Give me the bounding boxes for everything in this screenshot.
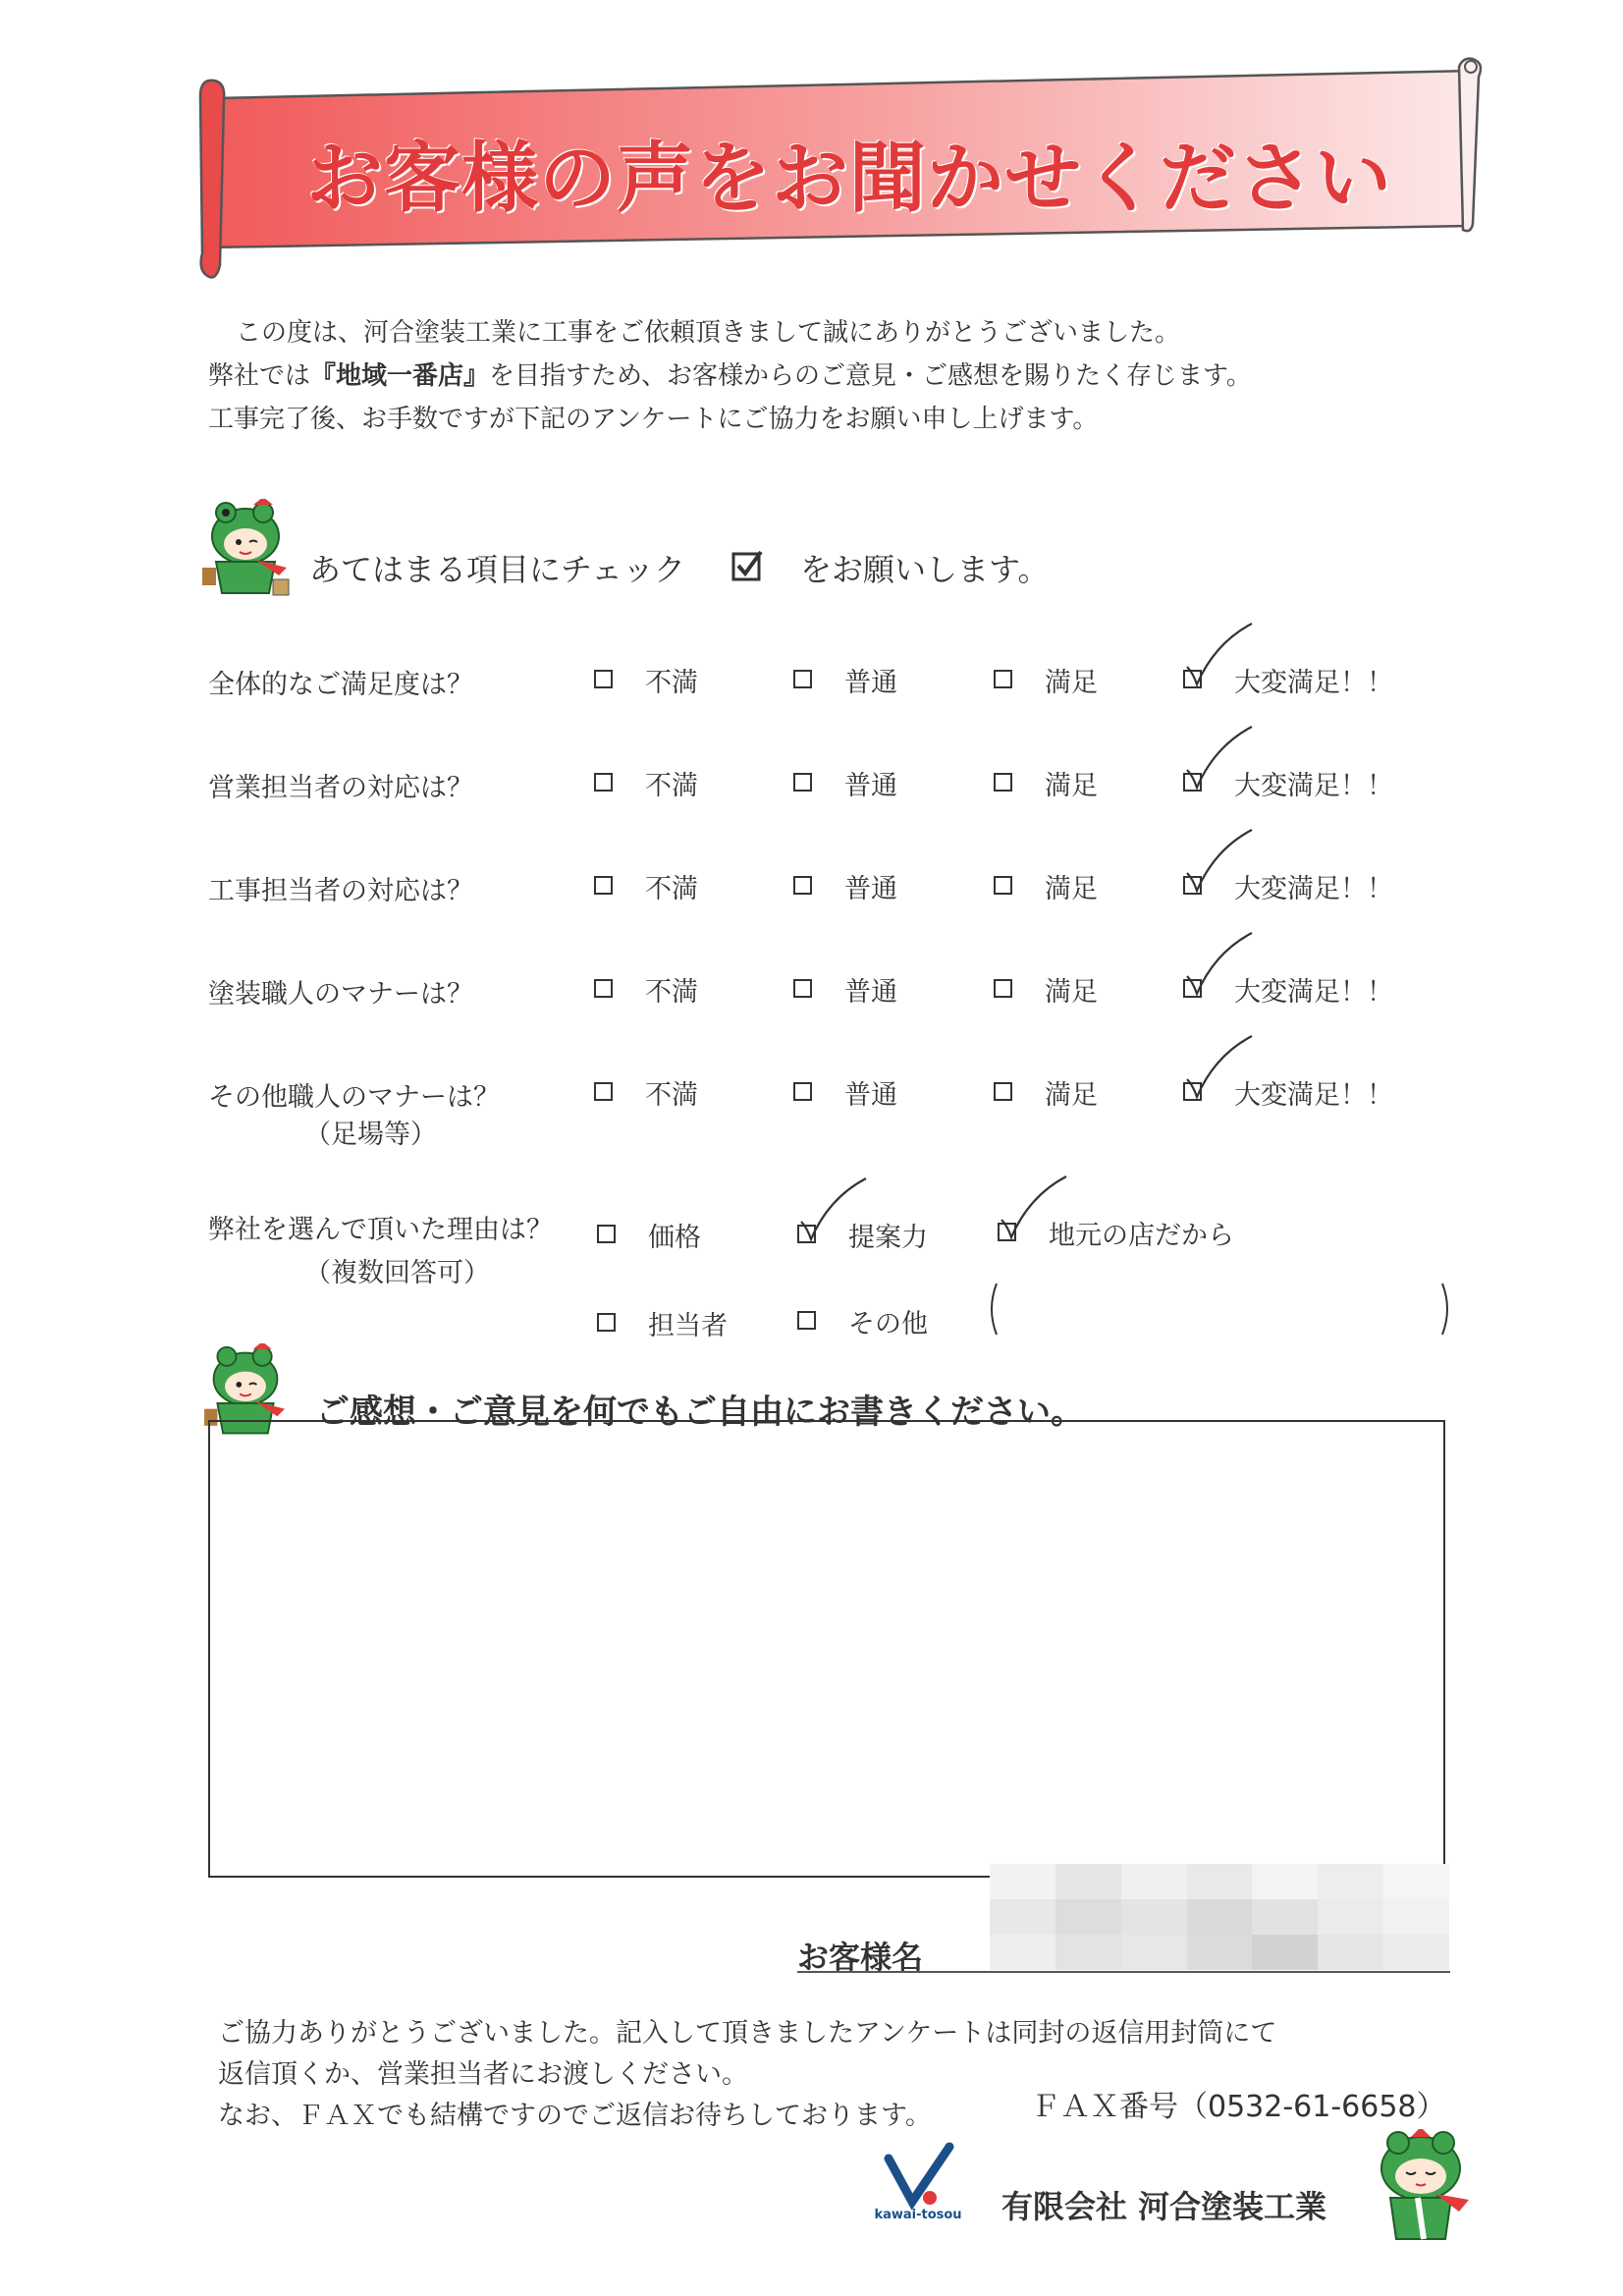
intro-line-3: 工事完了後、お手数ですが下記のアンケートにご協力をお願い申し上げます。 xyxy=(208,405,1099,434)
option-checkbox[interactable] xyxy=(793,773,812,792)
reason-label: 価格 xyxy=(648,1223,701,1253)
other-reason-field[interactable] xyxy=(985,1282,1456,1337)
option-label: 大変満足！！ xyxy=(1234,977,1393,1008)
reason-checkbox[interactable] xyxy=(597,1225,616,1243)
option-label: 不満 xyxy=(645,771,698,801)
option-label: 不満 xyxy=(645,977,698,1008)
option-checkbox[interactable] xyxy=(594,1082,613,1101)
reason-question: 弊社を選んで頂いた理由は？ xyxy=(208,1215,553,1245)
option-label: 大変満足！！ xyxy=(1234,668,1393,698)
reason-label: 担当者 xyxy=(648,1311,728,1341)
reason-subtext: （複数回答可） xyxy=(304,1258,490,1288)
option-checkbox[interactable] xyxy=(994,979,1012,998)
intro-line-2 xyxy=(208,355,1252,392)
handwritten-check-icon xyxy=(1000,1175,1068,1243)
option-label: 大変満足！！ xyxy=(1234,874,1393,904)
handwritten-check-icon xyxy=(1185,828,1254,897)
option-label: 満足 xyxy=(1045,771,1098,801)
option-label: 普通 xyxy=(844,874,897,904)
question-label: 営業担当者の対応は？ xyxy=(208,773,473,803)
closing-line-3: なお、ＦＡＸでも結構ですのでご返信お待ちしております。 xyxy=(218,2101,932,2131)
customer-name-label: お客様名 xyxy=(797,1939,924,1976)
question-label: その他職人のマナーは？ xyxy=(208,1082,500,1113)
option-checkbox[interactable] xyxy=(994,1082,1012,1101)
closing-line-2: 返信頂くか、営業担当者にお渡しください。 xyxy=(218,2059,748,2090)
reason-label: 地元の店だから xyxy=(1049,1221,1234,1251)
option-label: 不満 xyxy=(645,1080,698,1111)
instruction-text-after: をお願いします。 xyxy=(800,551,1050,588)
option-checkbox[interactable] xyxy=(793,670,812,688)
reason-checkbox[interactable] xyxy=(597,1313,616,1332)
option-label: 不満 xyxy=(645,874,698,904)
comments-textarea[interactable] xyxy=(208,1420,1445,1878)
option-checkbox[interactable] xyxy=(793,979,812,998)
question-label: 塗装職人のマナーは？ xyxy=(208,979,473,1010)
reason-label: その他 xyxy=(848,1309,928,1339)
customer-name-underline xyxy=(797,1971,1450,1973)
handwritten-check-icon xyxy=(1185,1034,1254,1103)
option-label: 満足 xyxy=(1045,874,1098,904)
handwritten-check-icon xyxy=(1185,622,1254,690)
fax-number: ＦＡＸ番号（0532-61-6658） xyxy=(1031,2090,1446,2124)
title-banner xyxy=(196,57,1483,283)
intro-line-1: この度は、河合塗装工業に工事をご依頼頂きまして誠にありがとうございました。 xyxy=(236,318,1181,348)
intro-line-2-post: を目指すため、お客様からのご意見・ご感想を賜りたく存じます。 xyxy=(489,361,1252,391)
frog-mascot-icon xyxy=(196,499,295,602)
intro-line-2-pre: 弊社では xyxy=(208,361,311,391)
company-logo-text: kawai-tosou xyxy=(874,2208,962,2222)
option-checkbox[interactable] xyxy=(994,876,1012,895)
question-label: 工事担当者の対応は？ xyxy=(208,876,473,906)
closing-line-1: ご協力ありがとうございました。記入して頂きましたアンケートは同封の返信用封筒にて xyxy=(218,2018,1277,2049)
option-checkbox[interactable] xyxy=(994,670,1012,688)
handwritten-check-icon xyxy=(1185,725,1254,793)
option-label: 大変満足！！ xyxy=(1234,1080,1393,1111)
option-checkbox[interactable] xyxy=(793,1082,812,1101)
option-label: 満足 xyxy=(1045,977,1098,1008)
frog-mascot-bowing-icon xyxy=(1367,2129,1475,2247)
reason-checkbox[interactable] xyxy=(797,1311,816,1330)
reason-label: 提案力 xyxy=(848,1223,928,1253)
checked-box-icon xyxy=(731,550,763,581)
question-label: 全体的なご満足度は？ xyxy=(208,670,473,700)
option-label: 普通 xyxy=(844,1080,897,1111)
option-label: 普通 xyxy=(844,668,897,698)
option-checkbox[interactable] xyxy=(594,773,613,792)
option-checkbox[interactable] xyxy=(594,876,613,895)
banner-title: お客様の声をお聞かせください xyxy=(306,135,1393,223)
option-label: 満足 xyxy=(1045,1080,1098,1111)
option-label: 普通 xyxy=(844,771,897,801)
instruction-text: あてはまる項目にチェック xyxy=(309,551,686,588)
handwritten-check-icon xyxy=(799,1176,868,1245)
comments-heading: ご感想・ご意見を何でもご自由にお書きください。 xyxy=(316,1393,1084,1432)
question-subtext: （足場等） xyxy=(304,1120,437,1150)
option-checkbox[interactable] xyxy=(793,876,812,895)
company-name: 有限会社 河合塗装工業 xyxy=(1001,2188,1327,2225)
option-label: 満足 xyxy=(1045,668,1098,698)
handwritten-check-icon xyxy=(1185,931,1254,1000)
redacted-name-mosaic xyxy=(990,1864,1449,1970)
option-label: 普通 xyxy=(844,977,897,1008)
option-checkbox[interactable] xyxy=(994,773,1012,792)
intro-highlight: 『地域一番店』 xyxy=(310,361,490,391)
option-checkbox[interactable] xyxy=(594,979,613,998)
option-label: 不満 xyxy=(645,668,698,698)
option-label: 大変満足！！ xyxy=(1234,771,1393,801)
option-checkbox[interactable] xyxy=(594,670,613,688)
